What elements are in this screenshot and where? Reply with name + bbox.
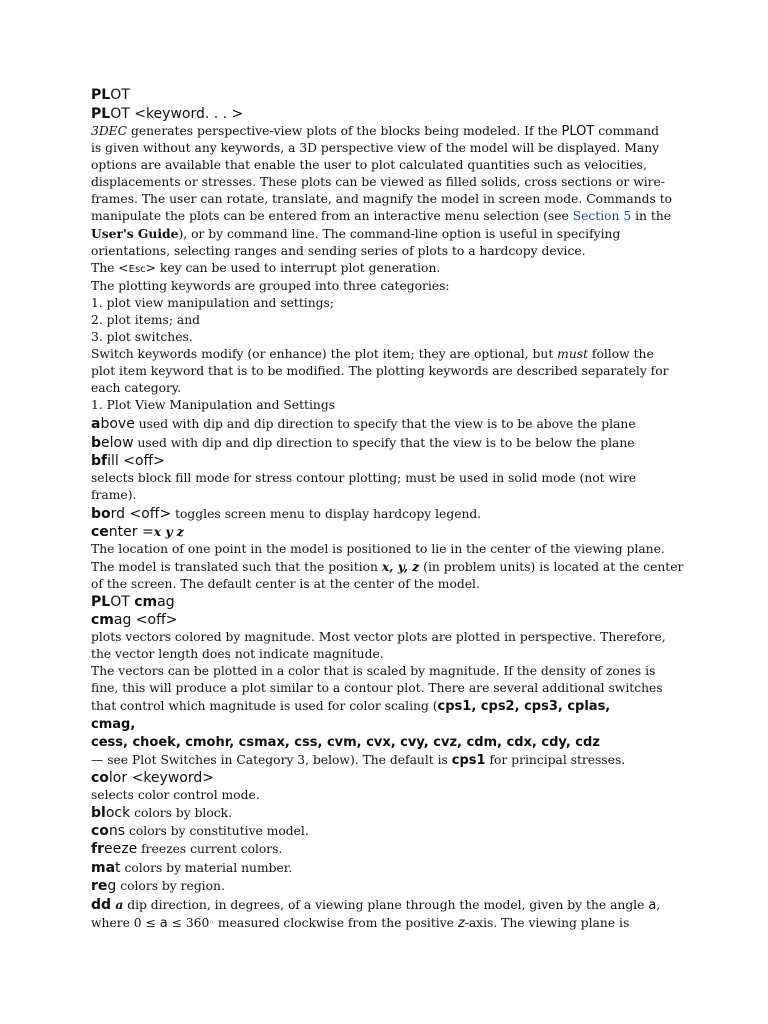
keyword-bord: bord <off> toggles screen menu to display hardcopy legend.	[91, 506, 482, 522]
keyword-cmag: cmag <off>	[91, 612, 178, 628]
category-item: 1. plot view manipulation and settings;	[91, 296, 334, 310]
plot-cmag-heading: PLOT cmag	[91, 594, 175, 610]
section-title	[91, 86, 679, 104]
keyword-reg: reg colors by region.	[91, 878, 225, 894]
intro-paragraph: 3DEC generates perspective-view plots of the blocks being modeled. If the PLOT command is given without any keywords, a 3D perspective view of the model will be displayed. Many options are available that enable the user to plot calculated quantities such as velocities, displacements or stresses. These plots can be viewed as filled solids, cross sections or wire- frames. The user can rotate, translate, and magnify the model in screen mode. Commands to manipulate the plots can be entered from an interactive menu selection (see Section 5 in the User's Guide), or by command line. The command-line option is useful in specifying orientations, selecting ranges and sending series of plots to a hardcopy device.	[91, 124, 673, 258]
keyword-bfill: bfill <off>	[91, 453, 165, 469]
category-item: 3. plot switches.	[91, 330, 193, 344]
users-guide-ref: User's Guide	[91, 226, 179, 241]
keyword-above: above used with dip and dip direction to specify that the view is to be above the plane	[91, 416, 636, 432]
keyword-color: color <keyword>	[91, 770, 214, 786]
keyword-freeze: freeze freezes current colors.	[91, 841, 283, 857]
title-rest: OT	[110, 87, 130, 103]
section-5-link[interactable]: Section 5	[572, 209, 632, 223]
keyword-block: block colors by block.	[91, 805, 233, 821]
command-syntax: PLOT <keyword. . . >	[91, 106, 244, 122]
category-item: 2. plot items; and	[91, 313, 200, 327]
esc-key: Esc	[128, 264, 146, 275]
keyword-below: below used with dip and dip direction to specify that the view is to be below the plane	[91, 435, 635, 451]
keyword-center: center =x y z	[91, 524, 184, 540]
document-page: PLOT PLOT <keyword. . . > 3DEC generates perspective-view plots of the blocks being modeled. If the PLOT command is given without any keywords, a 3D perspective view of the model will be displayed. Many options are available that enable the user to plot calculated quantities such as velocities, displacements or stresses. These plots can be viewed as filled solids, cross sections or wire- frames. The user can rotate, translate, and magnify the model in screen mode. Commands to manipulate the plots can be entered from an interactive menu selection (see Section 5 in the User's Guide), or by command line. The command-line option is useful in specifying orientations, selecting ranges and sending series of plots to a hardcopy device. The <Esc> key can be used to interrupt plot generation. The plotting keywords are grouped into three categories: 1. plot view manipulation and settings; 2. plot items; and 3. plot switches. Switch keywords modify (or enhance) the plot item; they are optional, but must follow the plot item keyword that is to be modified. The plotting keywords are described separately for each category. 1. Plot View Manipulation and Settings above used with dip and dip direction to specify that the view is to be above the plane below used with dip and dip direction to specify that the view is to be below the plane bfill <off> selects block fill mode for stress contour plotting; must be used in solid mode (not wire frame). bord <off> toggles screen menu to display hardcopy legend. center =x y z The location of one point in the model is positioned to lie in the center of the viewing plane. The model is translated such that the position x, y, z (in problem units) is located at the center of the screen. The default center is at the center of the model. PLOT cmag cmag <off> plots vectors colored by magnitude. Most vector plots are plotted in perspective. Therefore, the vector length does not indicate magnitude. The vectors can be plotted in a color that is scaled by magnitude. If the density of zones is fine, this will produce a plot similar to a contour plot. There are several additional switches that control which magnitude is used for color scaling (cps1, cps2, cps3, cplas, cmag, cess, choek, cmohr, csmax, css, cvm, cvx, cvy, cvz, cdm, cdx, cdy, cdz — see Plot Switches in Category 3, below). The default is cps1 for principal stresses. color <keyword> selects color control mode. block colors by block. cons colors by constitutive model. freeze freezes current colors. mat colors by material number. reg colors by region. dd a dip direction, in degrees, of a viewing plane through the model, given by the angle a, where 0 ≤ a ≤ 360◦ measured clockwise from the positive z-axis. The viewing plane is	[91, 87, 684, 931]
esc-note: The <Esc> key can be used to interrupt plot generation. The plotting keywords are grouped into three categories: 1. plot view manipulation and settings; 2. plot items; and 3. plot switches. Switch keywords modify (or enhance) the plot item; they are optional, but must follow the plot item keyword that is to be modified. The plotting keywords are described separately for each category. 1. Plot View Manipulation and Settings	[91, 260, 679, 414]
keyword-dd: dd a dip direction, in degrees, of a viewing plane through the model, given by the angle a,	[91, 897, 661, 913]
keyword-mat: mat colors by material number.	[91, 860, 293, 876]
title-bold: PL	[91, 87, 111, 103]
subsection-heading: 1. Plot View Manipulation and Settings	[91, 398, 335, 412]
keyword-cons: cons colors by constitutive model.	[91, 823, 309, 839]
